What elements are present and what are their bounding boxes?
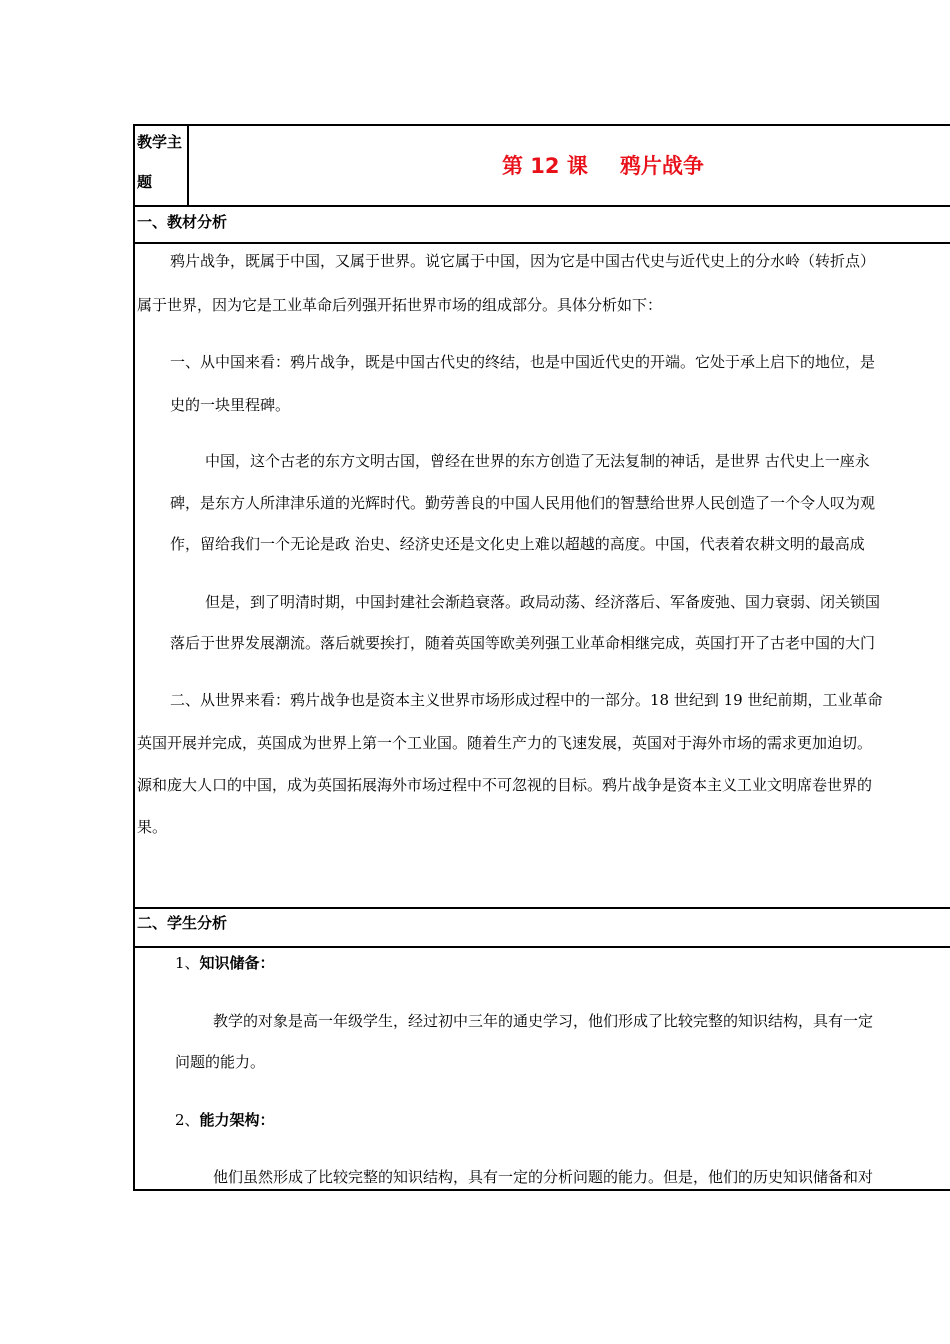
row-divider <box>135 907 950 909</box>
header-label-line1: 教学主 <box>137 133 183 151</box>
paragraph-line: 英国开展并完成，英国成为世界上第一个工业国。随着生产力的飞速发展，英国对于海外市场的需求更加迫切。 <box>137 734 873 752</box>
paragraph-line: 碑，是东方人所津津乐道的光辉时代。勤劳善良的中国人民用他们的智慧给世界人民创造了一个令人叹为观 <box>170 494 876 512</box>
lesson-plan-table <box>133 124 950 1191</box>
paragraph-line: 落后于世界发展潮流。落后就要挨打，随着英国等欧美列强工业革命相继完成，英国打开了古老中国的大门 <box>170 634 876 652</box>
paragraph-line: 鸦片战争，既属于中国，又属于世界。说它属于中国，因为它是中国古代史与近代史上的分水岭（转折点） <box>170 252 876 270</box>
subsection-label: 能力架构： <box>199 1111 275 1129</box>
paragraph-line: 一、从中国来看：鸦片战争，既是中国古代史的终结，也是中国近代史的开端。它处于承上启下的地位，是 <box>170 353 876 371</box>
header-label-line2: 题 <box>137 173 153 191</box>
paragraph-line: 史的一块里程碑。 <box>170 396 291 414</box>
paragraph-line: 他们虽然形成了比较完整的知识结构，具有一定的分析问题的能力。但是，他们的历史知识储备和对 <box>213 1168 874 1186</box>
paragraph-line: 问题的能力。 <box>175 1053 266 1071</box>
section1-heading: 一、教材分析 <box>137 213 228 231</box>
lesson-number: 第 12 课 <box>502 154 588 178</box>
paragraph-line: 源和庞大人口的中国，成为英国拓展海外市场过程中不可忽视的目标。鸦片战争是资本主义工业文明席卷世界的 <box>137 776 873 794</box>
subsection-heading <box>175 956 275 971</box>
subsection-heading <box>175 1113 275 1128</box>
paragraph-line: 二、从世界来看：鸦片战争也是资本主义世界市场形成过程中的一部分。18 世纪到 19 世纪前期，工业革命 <box>170 691 883 709</box>
paragraph-line: 中国，这个古老的东方文明古国，曾经在世界的东方创造了无法复制的神话，是世界 古代史上一座永 <box>205 452 870 470</box>
lesson-name: 鸦片战争 <box>619 154 704 178</box>
row-divider <box>135 205 950 207</box>
row-divider <box>135 946 950 948</box>
subsection-number: 1、 <box>175 954 200 972</box>
subsection-number: 2、 <box>175 1111 200 1129</box>
header-column-divider <box>187 126 189 207</box>
paragraph-line: 作，留给我们一个无论是政 治史、经济史还是文化史上难以超越的高度。中国，代表着农耕文明的最高成 <box>170 535 865 553</box>
lesson-title <box>502 154 704 178</box>
row-divider <box>135 242 950 244</box>
section2-heading: 二、学生分析 <box>137 914 228 932</box>
paragraph-line: 教学的对象是高一年级学生，经过初中三年的通史学习，他们形成了比较完整的知识结构，具有一定 <box>213 1012 874 1030</box>
paragraph-line: 但是，到了明清时期，中国封建社会渐趋衰落。政局动荡、经济落后、军备废弛、国力衰弱、闭关锁国 <box>205 593 881 611</box>
subsection-label: 知识储备： <box>199 954 275 972</box>
paragraph-line: 属于世界，因为它是工业革命后列强开拓世界市场的组成部分。具体分析如下： <box>137 296 663 314</box>
paragraph-line: 果。 <box>137 818 168 836</box>
